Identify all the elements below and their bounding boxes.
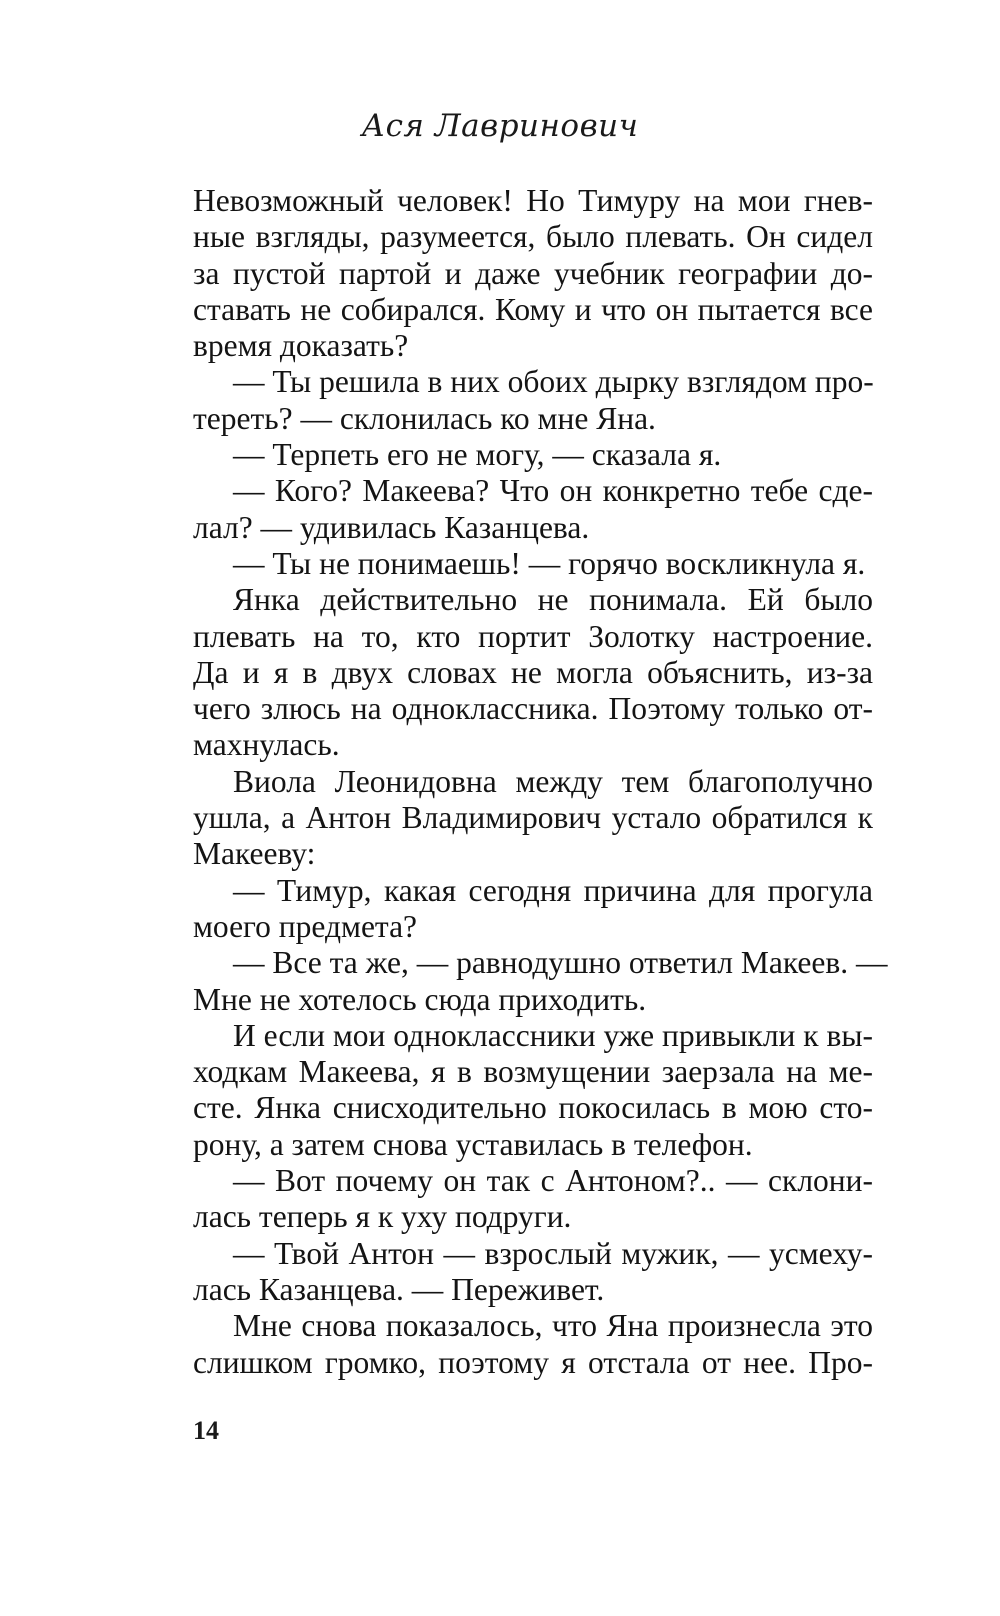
text-line: лась теперь я к уху подруги. — [193, 1199, 572, 1235]
text-line: — Вот почему он так с Антоном?.. — склони- — [233, 1163, 873, 1199]
text-line: — Ты не понимаешь! — горячо воскликнула я. — [233, 545, 866, 581]
text-line: И если мои одноклассники уже привыкли к вы- — [233, 1017, 873, 1053]
text-line: — Твой Антон — взрослый мужик, — усмеху- — [233, 1235, 873, 1271]
text-line: лась Казанцева. — Переживет. — [193, 1271, 605, 1307]
text-line: сте. Янка снисходительно покосилась в мою сто- — [193, 1090, 873, 1126]
running-head-author: Ася Лавринович — [361, 108, 639, 144]
text-line: за пустой партой и даже учебник географии до- — [193, 255, 873, 291]
text-line: — Терпеть его не могу, — сказала я. — [233, 437, 722, 473]
text-line: — Кого? Макеева? Что он конкретно тебе сде- — [233, 473, 873, 509]
text-line: Виола Леонидовна между тем благополучно — [233, 763, 873, 799]
text-line: плевать на то, кто портит Золотку настроение. — [193, 618, 873, 654]
text-line: — Все та же, — равнодушно ответил Макеев. — — [233, 945, 888, 981]
text-line: слишком громко, поэтому я отстала от нее. Про- — [193, 1344, 873, 1380]
text-line: ходкам Макеева, я в возмущении заерзала на ме- — [193, 1054, 873, 1090]
text-line: Янка действительно не понимала. Ей было — [233, 582, 873, 618]
text-line: чего злюсь на одноклассника. Поэтому только от- — [193, 691, 873, 727]
text-line: тереть? — склонилась ко мне Яна. — [193, 400, 656, 436]
text-line: Да и я в двух словах не могла объяснить, из-за — [193, 654, 873, 690]
text-line: Мне не хотелось сюда приходить. — [193, 981, 647, 1017]
text-line: время доказать? — [193, 328, 409, 364]
text-line: — Тимур, какая сегодня причина для прогула — [233, 872, 873, 908]
text-line: — Ты решила в них обоих дырку взглядом про- — [233, 364, 874, 400]
text-line: Мне снова показалось, что Яна произнесла это — [233, 1308, 873, 1344]
text-line: ушла, а Антон Владимирович устало обратился к — [193, 800, 873, 836]
text-line: ные взгляды, разумеется, было плевать. Он сидел — [193, 219, 873, 255]
text-line: Невозможный человек! Но Тимуру на мои гнев- — [193, 183, 873, 218]
text-line: лал? — удивилась Казанцева. — [193, 509, 590, 545]
text-line: Макееву: — [193, 836, 316, 872]
page-number: 14 — [193, 1416, 219, 1445]
text-line: рону, а затем снова уставилась в телефон. — [193, 1126, 753, 1162]
text-line: махнулась. — [193, 727, 340, 763]
text-line: моего предмета? — [193, 908, 418, 944]
body-text — [193, 183, 888, 1381]
text-line: ставать не собирался. Кому и что он пытается все — [193, 291, 873, 327]
